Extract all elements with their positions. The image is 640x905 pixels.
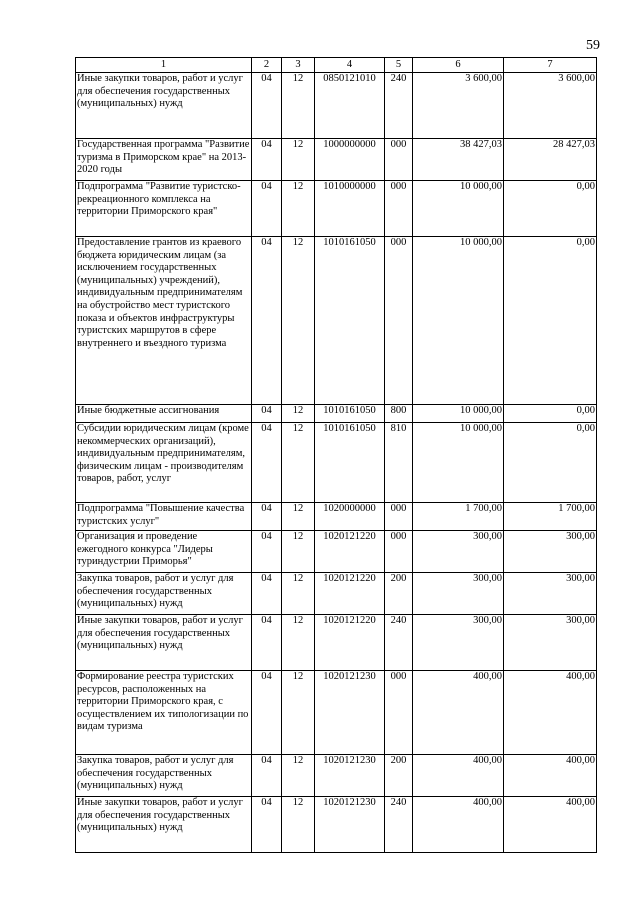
row-name: Государственная программа "Развитие туризма в Приморском крае" на 2013-2020 годы	[76, 139, 252, 181]
row-name: Формирование реестра туристских ресурсов, расположенных на территории Приморского края, с осуществлением их типологизации по видам туризма	[76, 671, 252, 755]
row-amount-2: 0,00	[504, 423, 597, 503]
row-section: 04	[252, 671, 282, 755]
row-subsection: 12	[282, 797, 315, 853]
row-expense-type: 000	[385, 671, 413, 755]
row-section: 04	[252, 615, 282, 671]
header-cell-section: 2	[252, 58, 282, 73]
row-subsection: 12	[282, 405, 315, 423]
row-target-code: 1010161050	[315, 405, 385, 423]
row-subsection: 12	[282, 671, 315, 755]
row-expense-type: 800	[385, 405, 413, 423]
row-amount-2: 0,00	[504, 405, 597, 423]
table-row	[76, 573, 597, 615]
row-amount-1: 1 700,00	[413, 503, 504, 531]
row-amount-2: 300,00	[504, 531, 597, 573]
row-expense-type: 240	[385, 797, 413, 853]
row-section: 04	[252, 73, 282, 139]
row-target-code: 1020121230	[315, 671, 385, 755]
header-cell-expense-type: 5	[385, 58, 413, 73]
row-subsection: 12	[282, 423, 315, 503]
row-section: 04	[252, 797, 282, 853]
table-row	[76, 615, 597, 671]
header-cell-target-code: 4	[315, 58, 385, 73]
row-expense-type: 240	[385, 73, 413, 139]
header-cell-name: 1	[76, 58, 252, 73]
row-amount-1: 300,00	[413, 573, 504, 615]
row-name: Закупка товаров, работ и услуг для обеспечения государственных (муниципальных) нужд	[76, 755, 252, 797]
table-row	[76, 73, 597, 139]
row-section: 04	[252, 503, 282, 531]
row-target-code: 1020121230	[315, 797, 385, 853]
table-row	[76, 503, 597, 531]
row-name: Иные закупки товаров, работ и услуг для обеспечения государственных (муниципальных) нужд	[76, 615, 252, 671]
row-expense-type: 240	[385, 615, 413, 671]
row-name: Предоставление грантов из краевого бюджета юридическим лицам (за исключением государственных (муниципальных) учреждений), индивидуальным предпринимателям на обустройство мест туристского показа и объектов инфраструктуры туристских маршрутов в сфере внутреннего и въездного туризма	[76, 237, 252, 405]
row-target-code: 1020121230	[315, 755, 385, 797]
row-amount-1: 10 000,00	[413, 237, 504, 405]
row-expense-type: 000	[385, 139, 413, 181]
row-expense-type: 810	[385, 423, 413, 503]
row-subsection: 12	[282, 73, 315, 139]
row-name: Субсидии юридическим лицам (кроме некоммерческих организаций), индивидуальным предпринимателям, физическим лицам - производителям товаров, работ, услуг	[76, 423, 252, 503]
table-row	[76, 531, 597, 573]
row-amount-1: 38 427,03	[413, 139, 504, 181]
budget-table	[75, 57, 597, 853]
header-cell-amount-1: 6	[413, 58, 504, 73]
row-amount-1: 400,00	[413, 797, 504, 853]
row-target-code: 1020121220	[315, 615, 385, 671]
row-section: 04	[252, 531, 282, 573]
row-amount-1: 3 600,00	[413, 73, 504, 139]
row-name: Иные закупки товаров, работ и услуг для обеспечения государственных (муниципальных) нужд	[76, 73, 252, 139]
header-row	[76, 58, 597, 73]
row-amount-1: 10 000,00	[413, 181, 504, 237]
row-amount-1: 10 000,00	[413, 423, 504, 503]
row-subsection: 12	[282, 615, 315, 671]
row-target-code: 1000000000	[315, 139, 385, 181]
row-amount-2: 28 427,03	[504, 139, 597, 181]
table-row	[76, 405, 597, 423]
row-expense-type: 000	[385, 531, 413, 573]
header-cell-amount-2: 7	[504, 58, 597, 73]
row-target-code: 1010000000	[315, 181, 385, 237]
row-section: 04	[252, 573, 282, 615]
row-name: Подпрограмма "Развитие туристско-рекреационного комплекса на территории Приморского края"	[76, 181, 252, 237]
row-amount-1: 10 000,00	[413, 405, 504, 423]
table-row	[76, 139, 597, 181]
row-target-code: 1020000000	[315, 503, 385, 531]
row-section: 04	[252, 181, 282, 237]
row-target-code: 0850121010	[315, 73, 385, 139]
row-subsection: 12	[282, 573, 315, 615]
row-section: 04	[252, 405, 282, 423]
table-row	[76, 797, 597, 853]
row-name: Закупка товаров, работ и услуг для обеспечения государственных (муниципальных) нужд	[76, 573, 252, 615]
row-section: 04	[252, 755, 282, 797]
row-expense-type: 000	[385, 237, 413, 405]
row-expense-type: 000	[385, 181, 413, 237]
row-amount-2: 400,00	[504, 671, 597, 755]
row-expense-type: 200	[385, 573, 413, 615]
row-amount-2: 300,00	[504, 573, 597, 615]
page-number: 59	[586, 38, 600, 53]
row-amount-1: 300,00	[413, 531, 504, 573]
row-target-code: 1010161050	[315, 237, 385, 405]
row-subsection: 12	[282, 181, 315, 237]
table-row	[76, 755, 597, 797]
row-section: 04	[252, 423, 282, 503]
row-amount-2: 400,00	[504, 797, 597, 853]
table-row	[76, 237, 597, 405]
table-row	[76, 423, 597, 503]
row-target-code: 1020121220	[315, 573, 385, 615]
row-subsection: 12	[282, 503, 315, 531]
row-amount-1: 300,00	[413, 615, 504, 671]
row-subsection: 12	[282, 237, 315, 405]
row-amount-2: 300,00	[504, 615, 597, 671]
row-name: Организация и проведение ежегодного конкурса "Лидеры туриндустрии Приморья"	[76, 531, 252, 573]
row-amount-1: 400,00	[413, 755, 504, 797]
row-expense-type: 200	[385, 755, 413, 797]
row-target-code: 1020121220	[315, 531, 385, 573]
row-expense-type: 000	[385, 503, 413, 531]
row-amount-2: 0,00	[504, 181, 597, 237]
row-subsection: 12	[282, 139, 315, 181]
row-name: Подпрограмма "Повышение качества туристских услуг"	[76, 503, 252, 531]
table-row	[76, 181, 597, 237]
row-subsection: 12	[282, 531, 315, 573]
row-amount-2: 0,00	[504, 237, 597, 405]
row-subsection: 12	[282, 755, 315, 797]
row-amount-2: 1 700,00	[504, 503, 597, 531]
table-row	[76, 671, 597, 755]
row-name: Иные бюджетные ассигнования	[76, 405, 252, 423]
row-amount-2: 3 600,00	[504, 73, 597, 139]
row-amount-2: 400,00	[504, 755, 597, 797]
row-section: 04	[252, 237, 282, 405]
row-name: Иные закупки товаров, работ и услуг для обеспечения государственных (муниципальных) нужд	[76, 797, 252, 853]
row-amount-1: 400,00	[413, 671, 504, 755]
row-section: 04	[252, 139, 282, 181]
row-target-code: 1010161050	[315, 423, 385, 503]
header-cell-subsection: 3	[282, 58, 315, 73]
